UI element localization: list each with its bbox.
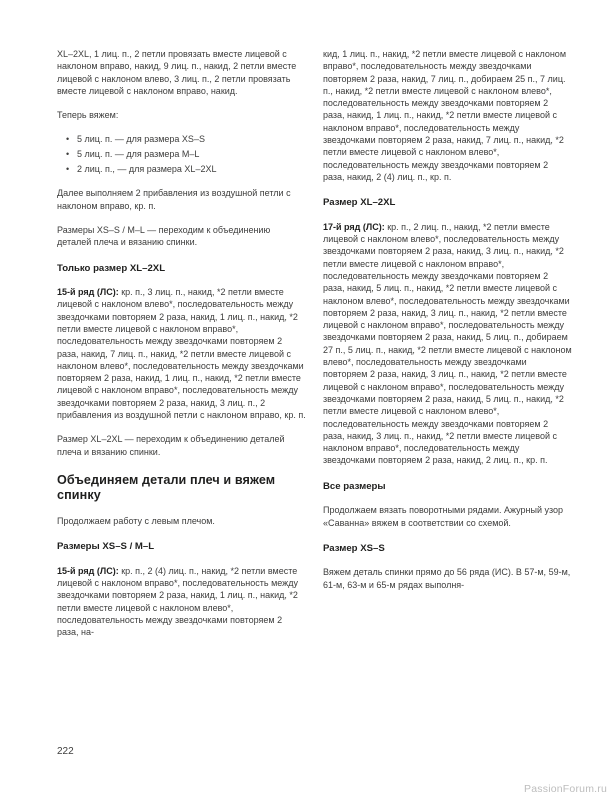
heading-size-xl-2xl: Размер XL–2XL [323,197,396,209]
size-bullet-list [57,133,306,175]
paragraph-row-17-xl [323,221,572,467]
paragraph-row-15-xl [57,286,306,421]
paragraph-next-increases: Далее выполняем 2 прибавления из воздушной петли с наклоном вправо, кр. п. [57,188,291,211]
watermark-passionforum: PassionForum.ru [524,783,607,795]
paragraph-back-detail: Вяжем деталь спинки прямо до 56 ряда (ИС). В 57-м, 59-м, 61-м, 63-м и 65-м рядах выполня- [323,567,571,590]
page-number: 222 [57,746,74,757]
paragraph-xl2xl-instructions: XL–2XL, 1 лиц. п., 2 петли провязать вместе лицевой с наклоном вправо, накид, 9 лиц. п., накид, 2 петли вместе лицевой с наклоном влево, 3 лиц. п., 2 петли провязать вместе лицевой с наклоном вправо, накид. [57,49,297,96]
paragraph-row-15-continuation: кид, 1 лиц. п., накид, *2 петли вместе лицевой с наклоном вправо*, последовательность между звездочками повторяем 2 раза, накид, 7 лиц. п., добираем 25 п., 7 лиц. п., накид, *2 петли вместе лицевой с наклоном влево*, последовательность между звездочками повторяем 2 раза, накид, 1 лиц. п., накид, *2 петли вместе лицевой с наклоном вправо*, последовательность между звездочками повторяем 2 раза, накид, 7 лиц. п., накид, *2 петли вместе лицевой с наклоном влево*, последовательность между звездочками повторяем 2 раза, накид, 2 (4) лиц. п., кр. п. [323,49,567,182]
paragraph-xl-transition: Размер XL–2XL — переходим к объединению деталей плеча и вязанию спинки. [57,434,285,457]
row-17-instructions: кр. п., 2 лиц. п., накид, *2 петли вместе лицевой с наклоном влево*, последовательность между звездочками повторяем 2 раза, накид, 3 лиц. п., накид, *2 петли вместе лицевой с наклоном вправо*, последовательность между звездочками повторяем 2 раза, накид, 5 лиц. п., накид, *2 петли вместе лицевой с наклоном влево*, последовательность между звездочками повторяем 2 раза, накид, 3 лиц. п., накид, *2 петли вместе лицевой с наклоном вправо*, последовательность между звездочками повторяем 2 раза, накид, 5 лиц. п., добираем 27 п., 5 лиц. п., накид, *2 петли вместе лицевой с наклоном влево*, последовательность между звездочками повторяем 2 раза, накид, 3 лиц. п., накид, *2 петли вместе лицевой с наклоном вправо*, последовательность между звездочками повторяем 2 раза, накид, 5 лиц. п., накид, *2 петли вместе лицевой с наклоном влево*, последовательность между звездочками повторяем 2 раза, накид, 3 лиц. п., накид, *2 петли вместе лицевой с наклоном вправо*, последовательность между звездочками повторяем 2 раза, накид, 2 лиц. п., кр. п. [323,221,572,466]
list-item-size-xl-2xl: • 2 лиц. п., — для размера XL–2XL [66,163,306,175]
heading-only-size-xl-2xl: Только размер XL–2XL [57,262,166,274]
row-17-label: 17-й ряд (ЛС): [323,221,385,232]
left-column [57,48,306,651]
paragraph-row-15-xss-ml [57,565,306,639]
row-15-label: 15-й ряд (ЛС): [57,287,119,298]
heading-size-xs-s: Размер XS–S [323,542,385,554]
heading-sizes-xs-s-m-l: Размеры XS–S / M–L [57,541,155,553]
right-column [323,48,572,651]
row-15b-instructions: кр. п., 2 (4) лиц. п., накид, *2 петли вместе лицевой с наклоном вправо*, последовательность между звездочками повторяем 2 раза, накид, 1 лиц. п., накид, *2 петли вместе лицевой с наклоном влево*, последовательность между звездочками повторяем 2 раза, на- [57,565,298,638]
paragraph-now-knit: Теперь вяжем: [57,110,119,121]
heading-all-sizes: Все размеры [323,480,386,492]
paragraph-continue-left-shoulder: Продолжаем работу с левым плечом. [57,515,215,526]
section-heading-join-shoulders: Объединяем детали плеч и вяжем спинку [57,472,276,502]
row-15b-label: 15-й ряд (ЛС): [57,565,119,576]
paragraph-all-sizes: Продолжаем вязать поворотными рядами. Ажурный узор «Саванна» вяжем в соответствии со схемой. [323,505,564,528]
paragraph-sizes-transition: Размеры XS–S / M–L — переходим к объединению деталей плеча и вязанию спинки. [57,224,271,248]
row-15-instructions: кр. п., 3 лиц. п., накид, *2 петли вместе лицевой с наклоном влево*, последовательность между звездочками повторяем 2 раза, накид, 1 лиц. п., накид, *2 петли вместе лицевой с наклоном вправо*, последовательность между звездочками повторяем 2 раза, накид, 7 лиц. п., накид, *2 петли вместе лицевой с наклоном влево*, последовательность между звездочками повторяем 2 раза, накид, 1 лиц. п., накид, *2 петли вместе лицевой с наклоном вправо*, последовательность между звездочками повторяем 2 раза, накид, 3 лиц. п., 2 прибавления из воздушной петли с наклоном вправо, кр. п. [57,287,306,421]
list-item-size-m-l: • 5 лиц. п. — для размера M–L [66,148,306,160]
list-item-size-xs-s: • 5 лиц. п. — для размера XS–S [66,133,306,145]
